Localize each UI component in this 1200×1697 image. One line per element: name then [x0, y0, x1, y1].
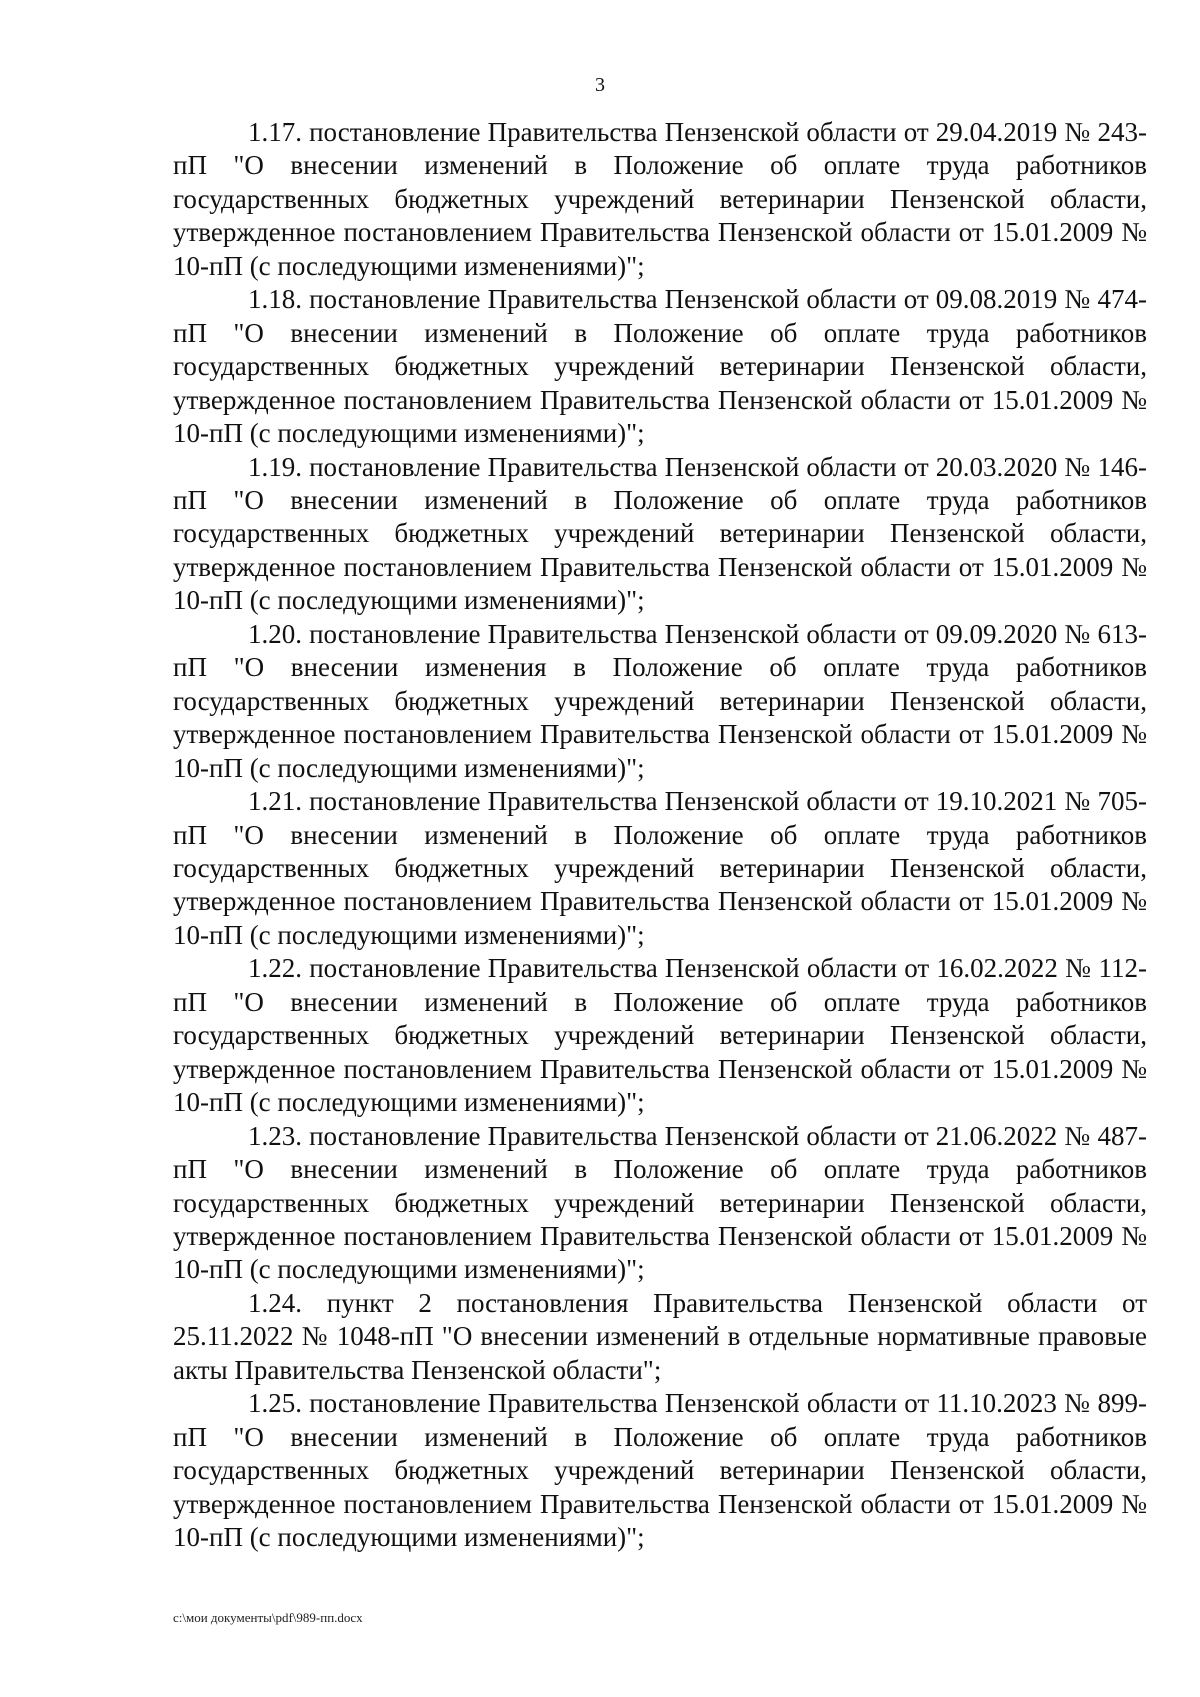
- document-body: [173, 116, 1147, 1554]
- item-number: 1.19.: [248, 451, 302, 482]
- item-number: 1.23.: [248, 1120, 302, 1151]
- item-text: постановление Правительства Пензенской области от 09.09.2020 № 613-пП "О внесении изменения в Положение об оплате труда работников государственных бюджетных учреждений ветеринарии Пензенской области, утвержденное постановлением Правительства Пензенской области от 15.01.2009 № 10-пП (с последующими изменениями)";: [173, 618, 1147, 783]
- item-number: 1.21.: [248, 786, 302, 817]
- item-text: постановление Правительства Пензенской области от 09.08.2019 № 474-пП "О внесении изменений в Положение об оплате труда работников государственных бюджетных учреждений ветеринарии Пензенской области, утвержденное постановлением Правительства Пензенской области от 15.01.2009 № 10-пП (с последующими изменениями)";: [173, 284, 1147, 449]
- item-text: постановление Правительства Пензенской области от 21.06.2022 № 487-пП "О внесении изменений в Положение об оплате труда работников государственных бюджетных учреждений ветеринарии Пензенской области, утвержденное постановлением Правительства Пензенской области от 15.01.2009 № 10-пП (с последующими изменениями)";: [173, 1120, 1147, 1285]
- item-text: постановление Правительства Пензенской области от 16.02.2022 № 112-пП "О внесении изменений в Положение об оплате труда работников государственных бюджетных учреждений ветеринарии Пензенской области, утвержденное постановлением Правительства Пензенской области от 15.01.2009 № 10-пП (с последующими изменениями)";: [173, 953, 1148, 1118]
- item-number: 1.25.: [248, 1388, 302, 1419]
- item-text: постановление Правительства Пензенской области от 29.04.2019 № 243-пП "О внесении изменений в Положение об оплате труда работников государственных бюджетных учреждений ветеринарии Пензенской области, утвержденное постановлением Правительства Пензенской области от 15.01.2009 № 10-пП (с последующими изменениями)";: [173, 117, 1147, 281]
- list-item-1-25: [173, 1387, 1147, 1554]
- item-number: 1.22.: [248, 953, 302, 984]
- list-item-1-18: [173, 283, 1147, 450]
- item-text: постановление Правительства Пензенской области от 19.10.2021 № 705-пП "О внесении изменений в Положение об оплате труда работников государственных бюджетных учреждений ветеринарии Пензенской области, утвержденное постановлением Правительства Пензенской области от 15.01.2009 № 10-пП (с последующими изменениями)";: [173, 786, 1147, 950]
- list-item-1-20: [173, 618, 1147, 785]
- item-number: 1.20.: [248, 618, 302, 649]
- item-number: 1.24.: [248, 1287, 302, 1318]
- list-item-1-22: [173, 952, 1147, 1119]
- item-text: постановление Правительства Пензенской области от 20.03.2020 № 146-пП "О внесении изменений в Положение об оплате труда работников государственных бюджетных учреждений ветеринарии Пензенской области, утвержденное постановлением Правительства Пензенской области от 15.01.2009 № 10-пП (с последующими изменениями)";: [173, 451, 1147, 616]
- list-item-1-21: [173, 785, 1147, 952]
- list-item-1-23: [173, 1120, 1147, 1287]
- item-number: 1.18.: [248, 284, 302, 315]
- footer-file-path: c:\мои документы\pdf\989-пп.docx: [173, 1610, 363, 1625]
- item-text: пункт 2 постановления Правительства Пензенской области от 25.11.2022 № 1048-пП "О внесении изменений в отдельные нормативные правовые акты Правительства Пензенской области";: [173, 1287, 1147, 1385]
- item-text: постановление Правительства Пензенской области от 11.10.2023 № 899-пП "О внесении изменений в Положение об оплате труда работников государственных бюджетных учреждений ветеринарии Пензенской области, утвержденное постановлением Правительства Пензенской области от 15.01.2009 № 10-пП (с последующими изменениями)";: [173, 1388, 1148, 1553]
- list-item-1-24: [173, 1287, 1147, 1387]
- list-item-1-17: [173, 116, 1147, 283]
- list-item-1-19: [173, 451, 1147, 618]
- item-number: 1.17.: [248, 117, 302, 147]
- page-number: 3: [595, 74, 605, 96]
